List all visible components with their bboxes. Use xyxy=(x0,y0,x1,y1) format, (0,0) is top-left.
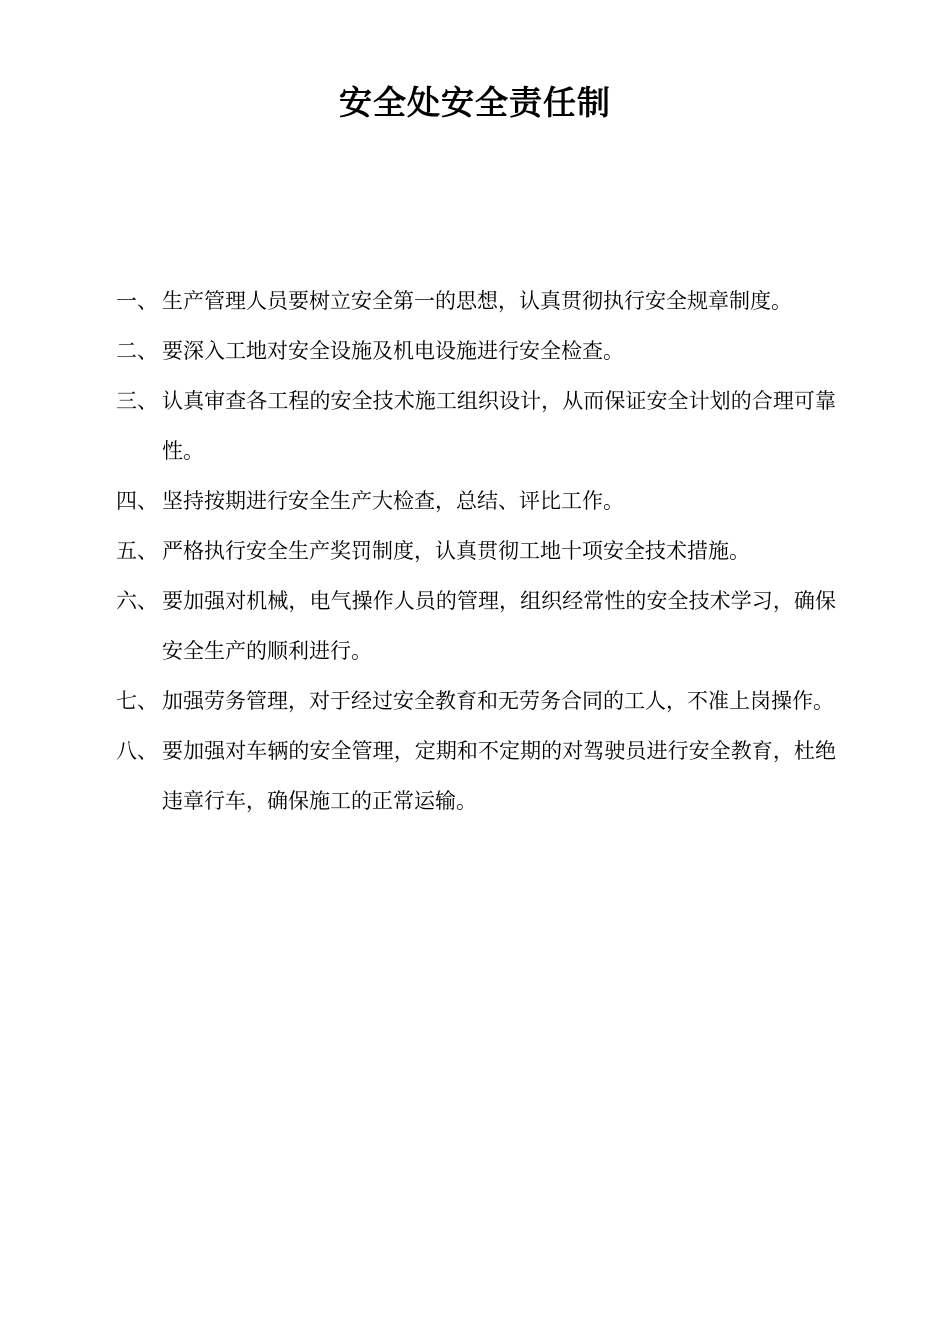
clause-number: 六、 xyxy=(116,589,158,613)
clause-text: 坚持按期进行安全生产大检查，总结、评比工作。 xyxy=(162,489,624,513)
clause-item xyxy=(116,276,836,326)
clause-item xyxy=(116,726,836,826)
clause-item xyxy=(116,476,836,526)
clause-number: 八、 xyxy=(116,739,158,763)
clause-text: 加强劳务管理，对于经过安全教育和无劳务合同的工人，不准上岗操作。 xyxy=(162,689,834,713)
clause-item xyxy=(116,676,836,726)
clause-text: 严格执行安全生产奖罚制度，认真贯彻工地十项安全技术措施。 xyxy=(162,539,750,563)
clause-text: 生产管理人员要树立安全第一的思想，认真贯彻执行安全规章制度。 xyxy=(162,289,792,313)
clause-number: 二、 xyxy=(116,339,158,363)
clause-list xyxy=(116,276,836,826)
clause-number: 五、 xyxy=(116,539,158,563)
document-title: 安全处安全责任制 xyxy=(339,83,611,122)
clause-number: 四、 xyxy=(116,489,158,513)
clause-item xyxy=(116,376,836,476)
clause-text: 要加强对车辆的安全管理，定期和不定期的对驾驶员进行安全教育，杜绝违章行车，确保施工的正常运输。 xyxy=(162,739,836,813)
clause-number: 一、 xyxy=(116,289,158,313)
clause-number: 三、 xyxy=(116,389,158,413)
clause-item xyxy=(116,326,836,376)
clause-text: 认真审查各工程的安全技术施工组织设计，从而保证安全计划的合理可靠性。 xyxy=(162,389,836,463)
clause-text: 要深入工地对安全设施及机电设施进行安全检查。 xyxy=(162,339,624,363)
clause-item xyxy=(116,526,836,576)
clause-item xyxy=(116,576,836,676)
clause-text: 要加强对机械，电气操作人员的管理，组织经常性的安全技术学习，确保安全生产的顺利进行。 xyxy=(162,589,836,663)
clause-number: 七、 xyxy=(116,689,158,713)
